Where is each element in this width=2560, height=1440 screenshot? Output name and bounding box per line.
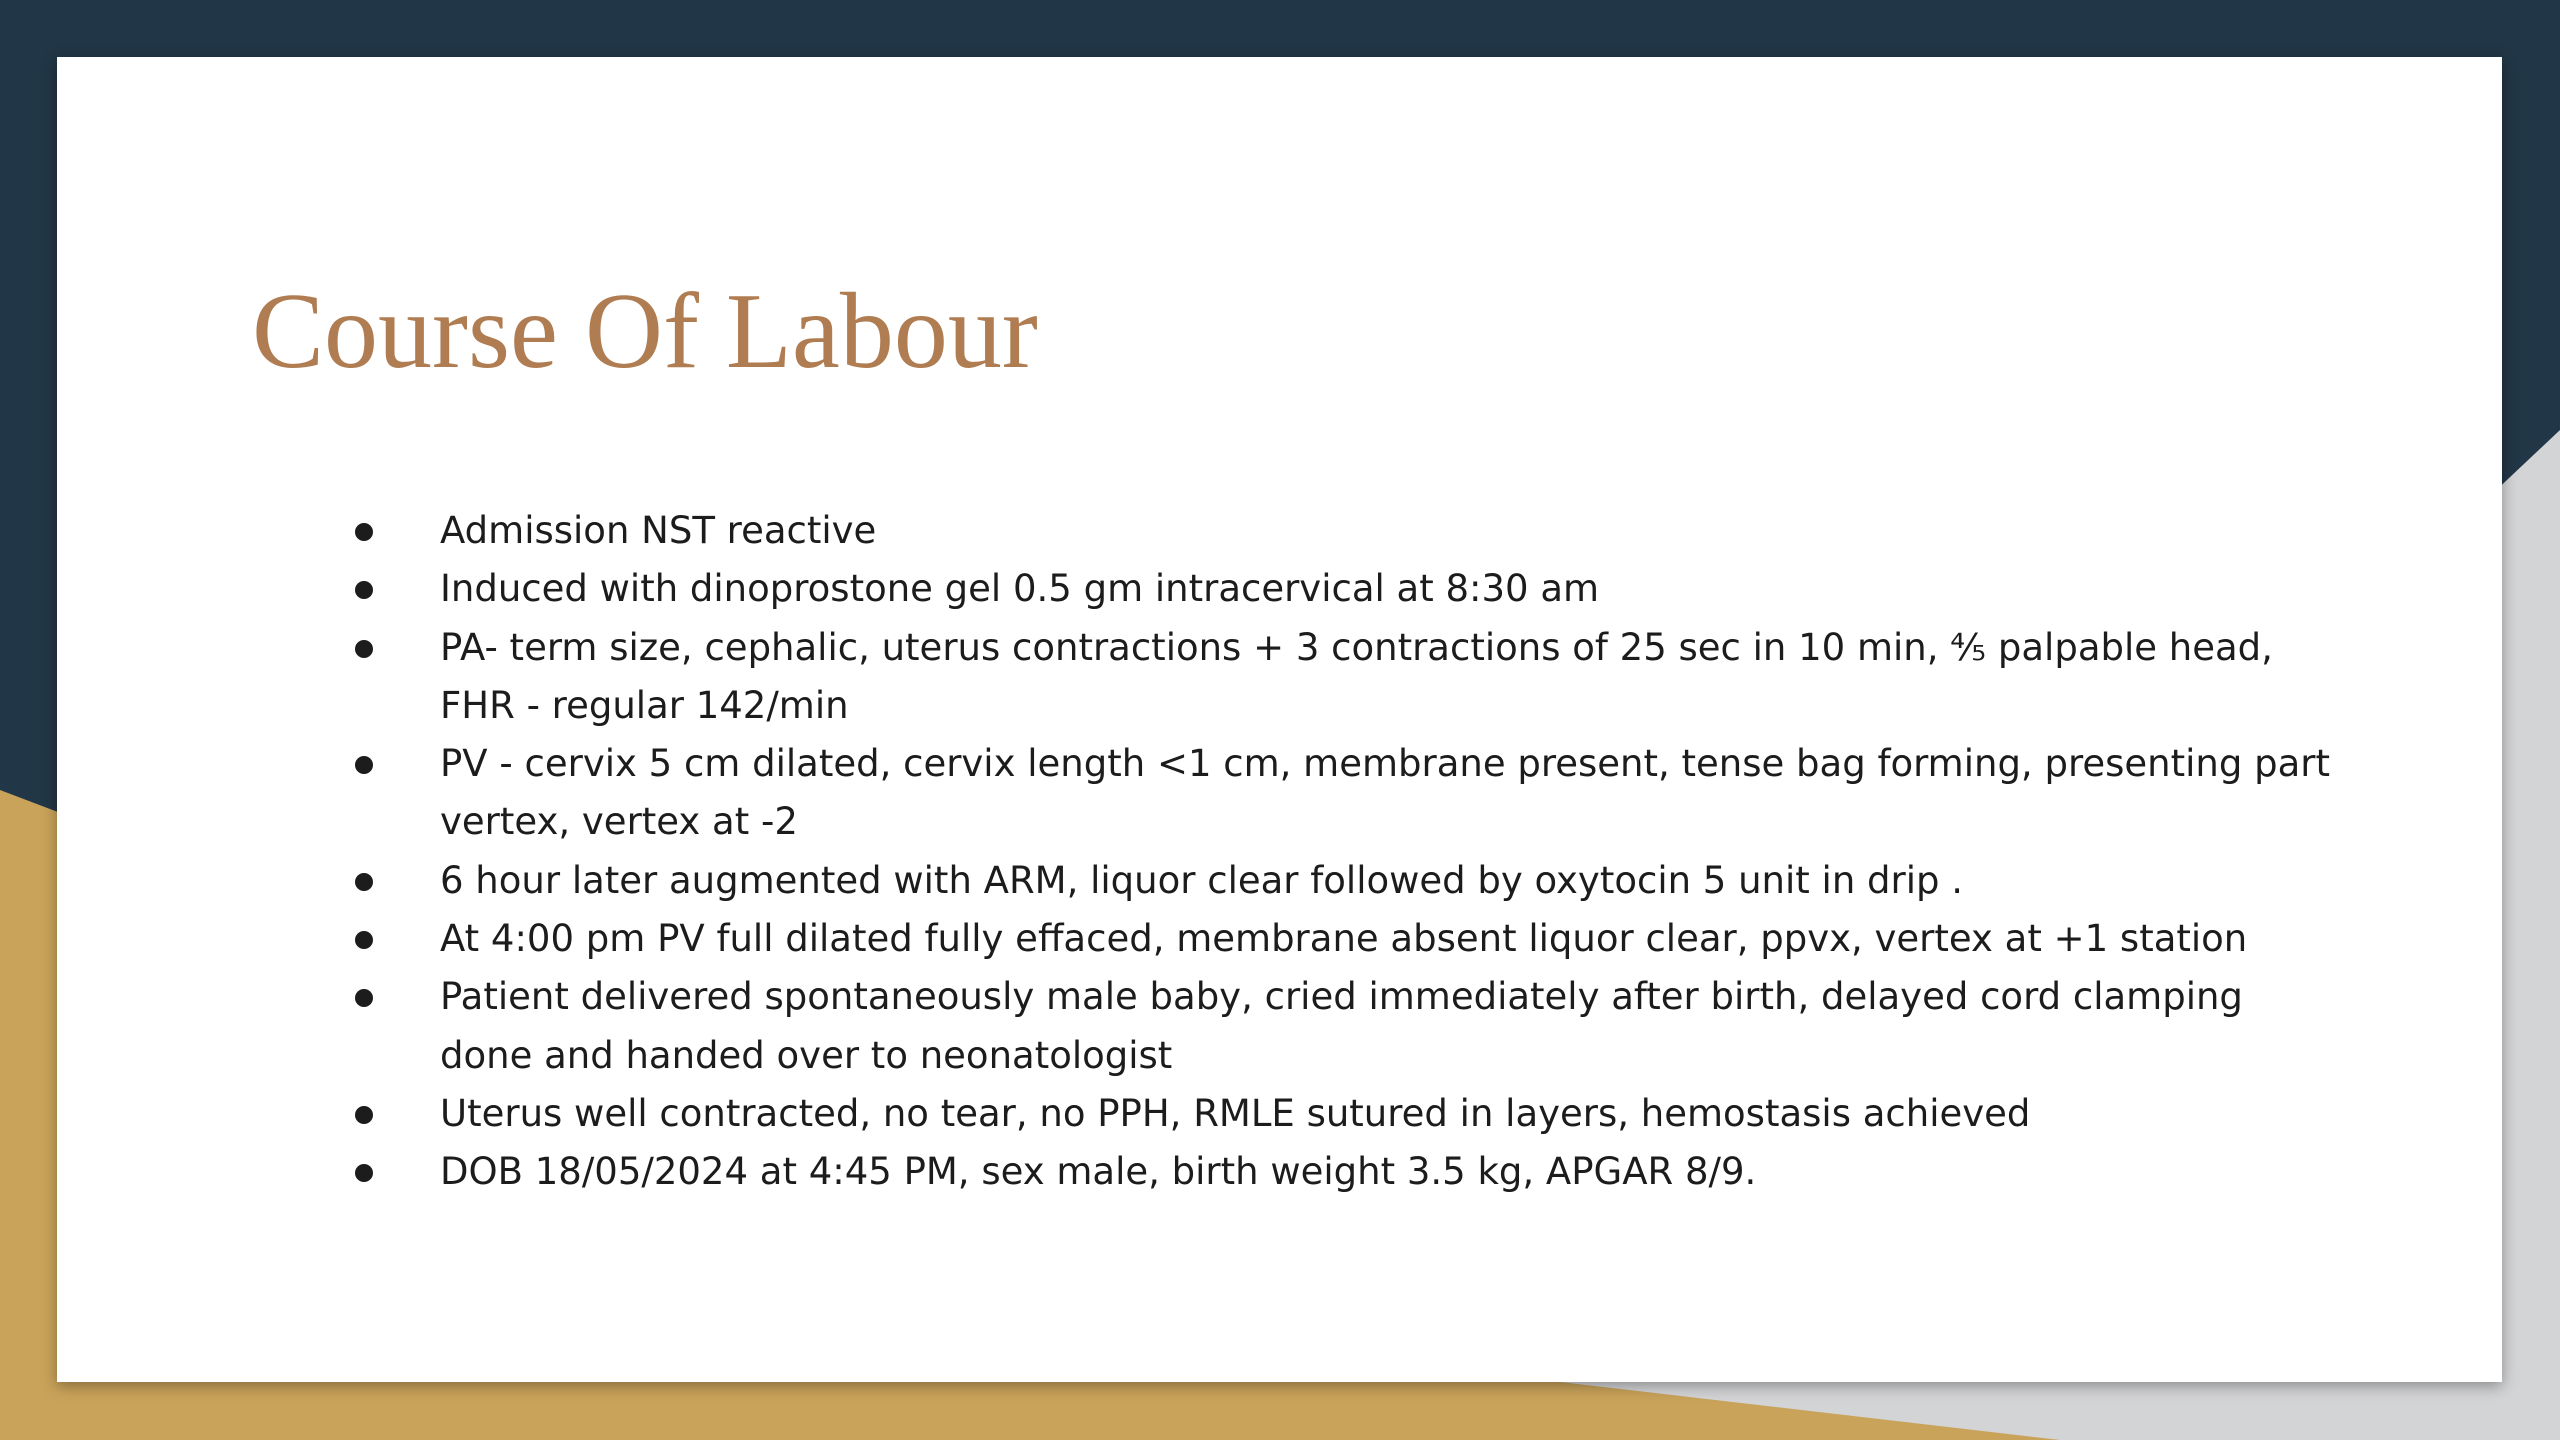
bullet-item: PV - cervix 5 cm dilated, cervix length <1 cm, membrane present, tense bag forming, presenting part vertex, vertex at -2 <box>302 735 2342 852</box>
bullet-list <box>302 502 2342 1202</box>
bullet-item: DOB 18/05/2024 at 4:45 PM, sex male, birth weight 3.5 kg, APGAR 8/9. <box>302 1143 2342 1201</box>
bullet-item: Patient delivered spontaneously male baby, cried immediately after birth, delayed cord clamping done and handed over to neonatologist <box>302 968 2342 1085</box>
bullet-item: 6 hour later augmented with ARM, liquor clear followed by oxytocin 5 unit in drip . <box>302 852 2342 910</box>
slide-card <box>57 57 2502 1382</box>
slide-title: Course Of Labour <box>252 272 1038 391</box>
bullet-item: At 4:00 pm PV full dilated fully effaced, membrane absent liquor clear, ppvx, vertex at +1 station <box>302 910 2342 968</box>
bullet-item: Uterus well contracted, no tear, no PPH, RMLE sutured in layers, hemostasis achieved <box>302 1085 2342 1143</box>
bullet-item: Induced with dinoprostone gel 0.5 gm intracervical at 8:30 am <box>302 560 2342 618</box>
bullet-item: Admission NST reactive <box>302 502 2342 560</box>
bullet-item: PA- term size, cephalic, uterus contractions + 3 contractions of 25 sec in 10 min, ⅘ palpable head, FHR - regular 142/min <box>302 619 2342 736</box>
